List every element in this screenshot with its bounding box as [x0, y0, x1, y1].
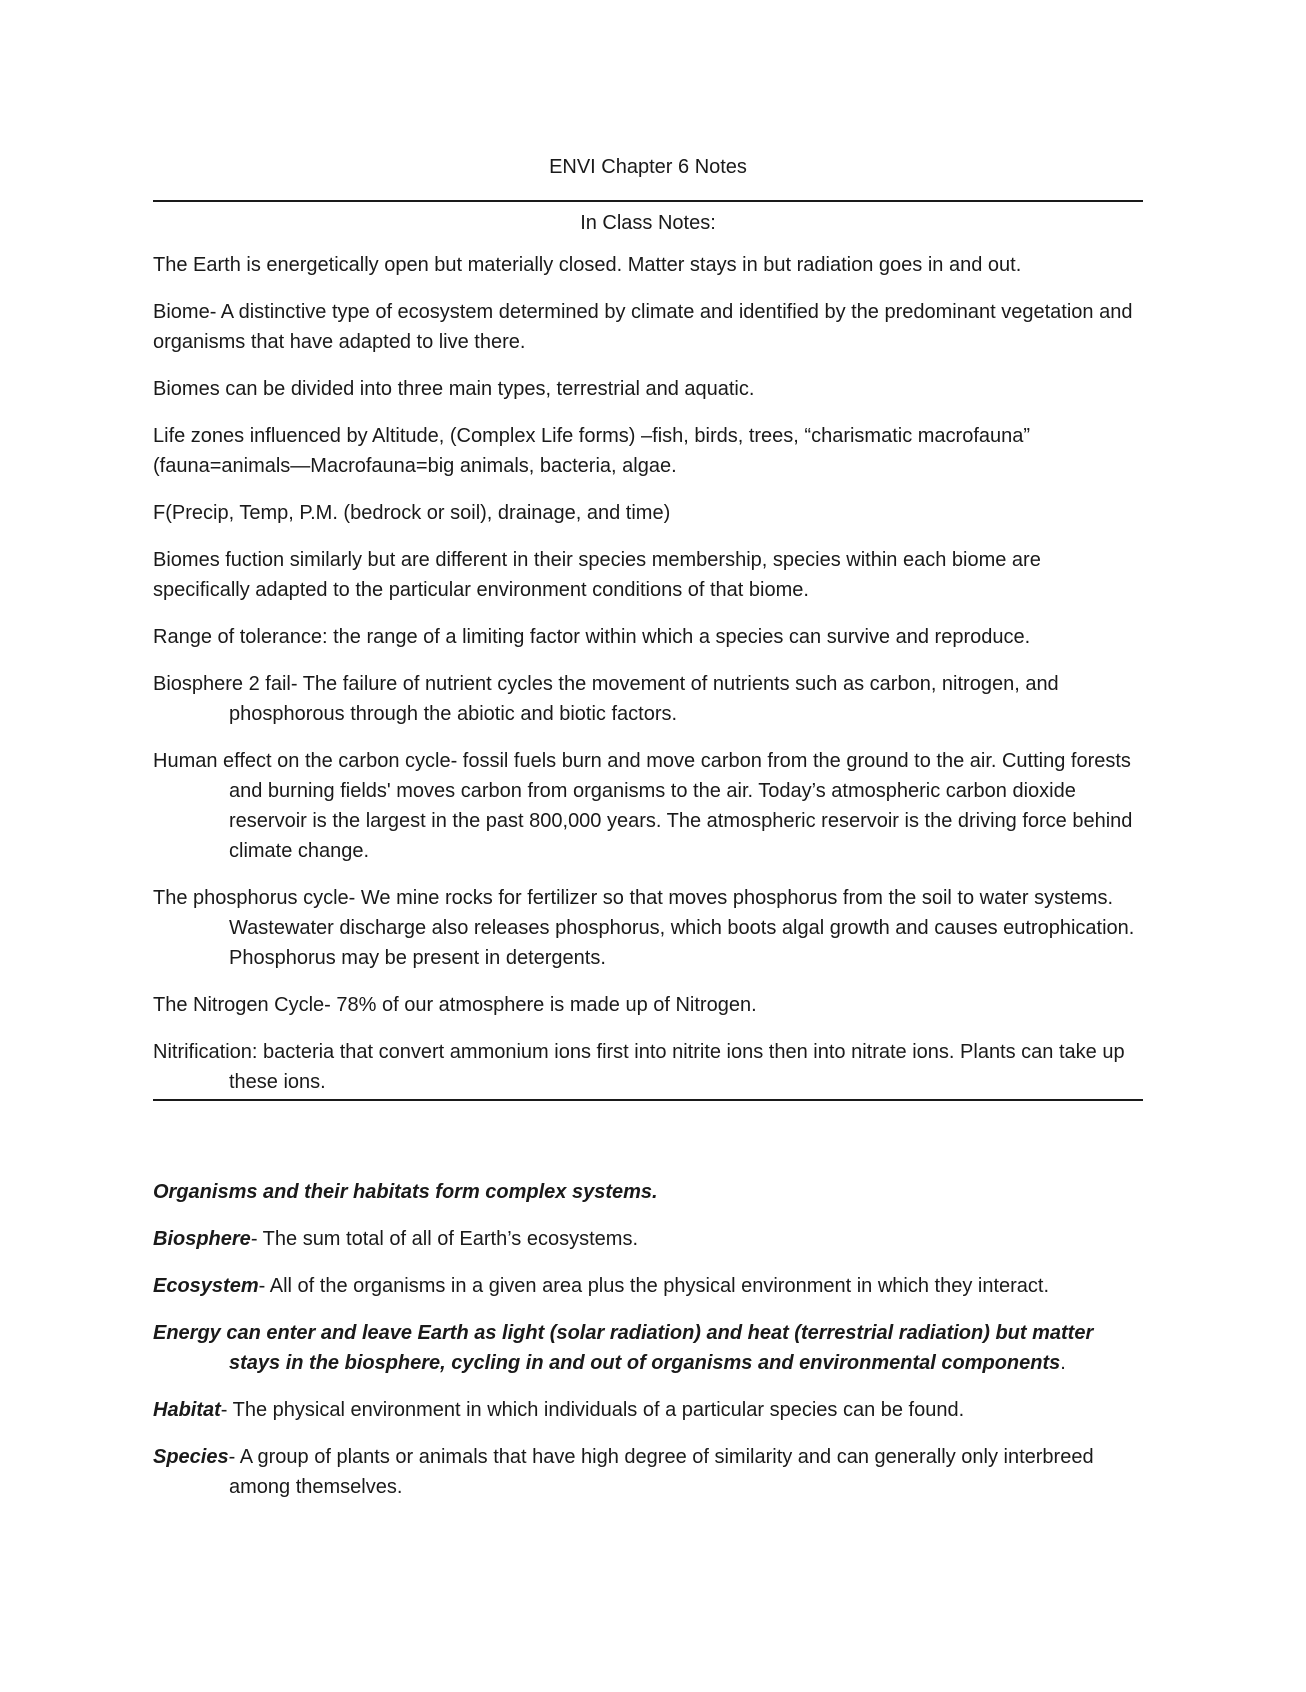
note-paragraph: Life zones influenced by Altitude, (Complex Life forms) –fish, birds, trees, “charismatic macrofauna” (fauna=animals—Macrofauna=big animals, bacteria, algae. [153, 425, 1031, 477]
note-paragraph: Human effect on the carbon cycle- fossil fuels burn and move carbon from the ground to the air. Cutting forests and burning fields' moves carbon from organisms to the air. Today’s atmospheric carbon dioxide reservoir is the largest in the past 800,000 years. The atmospheric reservoir is the driving force behind climate change. [153, 750, 1133, 862]
note-paragraph: The phosphorus cycle- We mine rocks for fertilizer so that moves phosphorus from the soil to water systems. Wastewater discharge also releases phosphorus, which boots algal growth and causes eutrophication. Phosphorus may be present in detergents. [153, 887, 1135, 969]
energy-statement-bold: Energy can enter and leave Earth as light (solar radiation) and heat (terrestrial radiation) but matter stays in the biosphere, cycling in and out of organisms and environmental components [153, 1322, 1094, 1374]
section-heading: Organisms and their habitats form complex systems. [153, 1181, 658, 1203]
document-title: ENVI Chapter 6 Notes [549, 156, 747, 178]
top-rule [153, 200, 1143, 202]
note-paragraph: Biomes can be divided into three main types, terrestrial and aquatic. [153, 378, 755, 400]
definition-species [153, 1442, 1143, 1502]
class-notes-heading: In Class Notes: [580, 212, 716, 234]
section-spacer [153, 1101, 1143, 1177]
note-paragraph: The Nitrogen Cycle- 78% of our atmosphere is made up of Nitrogen. [153, 994, 757, 1016]
energy-statement [153, 1318, 1143, 1378]
definition-text: - All of the organisms in a given area plus the physical environment in which they interact. [258, 1275, 1050, 1297]
note-paragraph: Biome- A distinctive type of ecosystem determined by climate and identified by the predominant vegetation and organisms that have adapted to live there. [153, 301, 1133, 353]
definition-term: Habitat [153, 1399, 221, 1421]
definition-term: Species [153, 1446, 229, 1468]
note-paragraph: The Earth is energetically open but materially closed. Matter stays in but radiation goes in and out. [153, 254, 1022, 276]
note-paragraph: Biosphere 2 fail- The failure of nutrient cycles the movement of nutrients such as carbon, nitrogen, and phosphorous through the abiotic and biotic factors. [153, 673, 1059, 725]
document-page [153, 140, 1143, 1519]
definition-term: Ecosystem [153, 1275, 259, 1297]
definition-habitat [153, 1395, 1143, 1425]
definition-term: Biosphere [153, 1228, 251, 1250]
definition-text: - The sum total of all of Earth’s ecosystems. [250, 1228, 639, 1250]
note-paragraph: Range of tolerance: the range of a limiting factor within which a species can survive and reproduce. [153, 626, 1031, 648]
note-paragraph: Nitrification: bacteria that convert ammonium ions first into nitrite ions then into nitrate ions. Plants can take up these ions. [153, 1041, 1125, 1093]
definition-text: - A group of plants or animals that have high degree of similarity and can generally only interbreed among themselves. [228, 1446, 1094, 1498]
note-paragraph: Biomes fuction similarly but are different in their species membership, species within each biome are specifically adapted to the particular environment conditions of that biome. [153, 549, 1041, 601]
energy-statement-end: . [1060, 1352, 1066, 1374]
definition-ecosystem [153, 1271, 1143, 1301]
definition-text: - The physical environment in which individuals of a particular species can be found. [220, 1399, 965, 1421]
note-paragraph: F(Precip, Temp, P.M. (bedrock or soil), drainage, and time) [153, 502, 671, 524]
definition-biosphere [153, 1224, 1143, 1254]
